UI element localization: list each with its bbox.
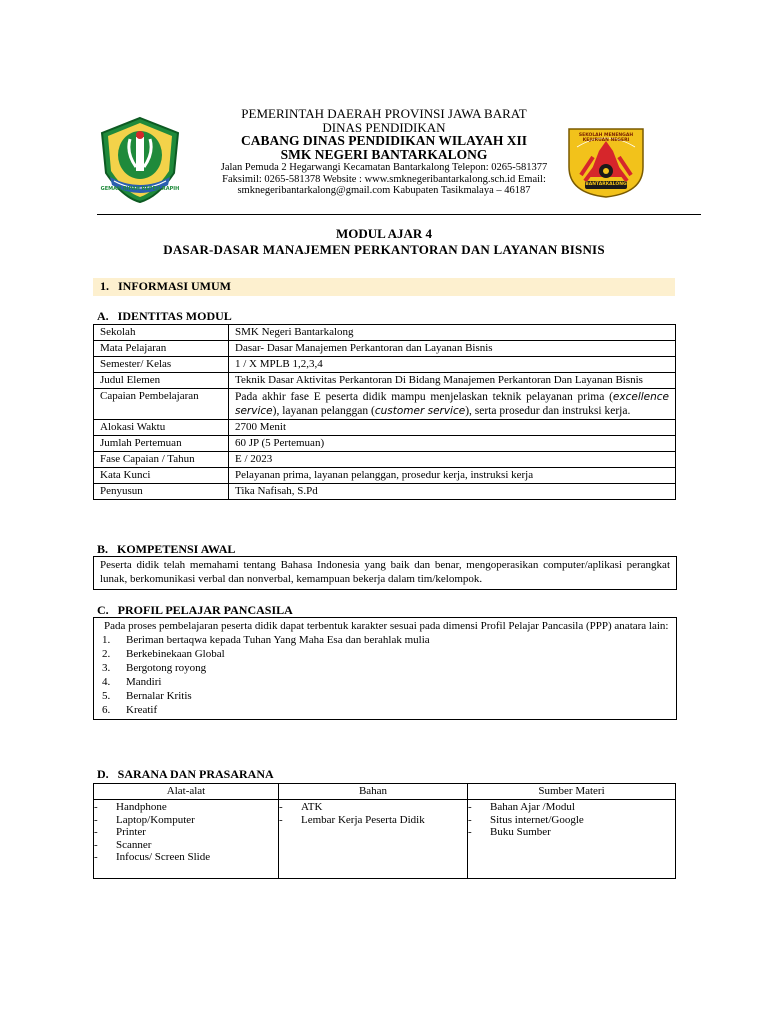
row-key: Alokasi Waktu — [94, 420, 229, 436]
bahan-cell — [279, 800, 468, 879]
dash: - — [468, 801, 472, 813]
table-row — [94, 484, 676, 500]
row-key: Kata Kunci — [94, 468, 229, 484]
row-key: Capaian Pembelajaran — [94, 389, 229, 420]
col-header-alat: Alat-alat — [94, 784, 279, 800]
list-text: Situs internet/Google — [490, 813, 584, 826]
dash: - — [468, 813, 472, 826]
section-heading: 1. INFORMASI UMUM — [100, 279, 231, 293]
alat-cell — [94, 800, 279, 879]
list-text: Lembar Kerja Peserta Didik — [301, 813, 425, 826]
dash: - — [94, 838, 98, 851]
list-item — [279, 801, 467, 814]
letterhead-government: PEMERINTAH DAERAH PROVINSI JAWA BARAT — [241, 106, 527, 121]
list-item — [468, 814, 675, 827]
letterhead-school-name: SMK NEGERI BANTARKALONG — [280, 147, 488, 162]
list-number: 3. — [102, 662, 111, 674]
dash: - — [279, 801, 283, 813]
kompetensi-text: Peserta didik telah memahami tentang Bahasa Indonesia yang baik dan benar, mengoperasikan computer/aplikasi perangkat lunak, berkomunikasi verbal dan nonverbal, kemampuan bekerja dalam tim/kelompok. — [100, 559, 670, 585]
table-row — [94, 452, 676, 468]
list-number: 4. — [102, 676, 111, 688]
list-text: Mandiri — [126, 676, 162, 688]
dash: - — [468, 826, 472, 839]
list-text: Kreatif — [126, 704, 158, 716]
col-header-sumber: Sumber Materi — [468, 784, 676, 800]
table-row — [94, 341, 676, 357]
dash: - — [94, 851, 98, 864]
list-text: Laptop/Komputer — [116, 813, 195, 826]
row-value: Dasar- Dasar Manajemen Perkantoran dan Layanan Bisnis — [229, 341, 676, 357]
dash: - — [94, 801, 98, 813]
letterhead-address: Jalan Pemuda 2 Hegarwangi Kecamatan Bantarkalong Telepon: 0265-581377 — [220, 162, 548, 173]
sarana-heading: D. SARANA DAN PRASARANA — [97, 767, 274, 781]
col-header-bahan: Bahan — [279, 784, 468, 800]
sarana-table — [93, 783, 676, 879]
profil-intro: Pada proses pembelajaran peserta didik dapat terbentuk karakter sesuai pada dimensi Profil Pelajar Pancasila (PPP) anatara lain: — [104, 620, 669, 632]
list-item — [94, 851, 278, 864]
list-text: ATK — [301, 801, 323, 813]
list-number: 6. — [102, 704, 111, 716]
list-number: 5. — [102, 690, 111, 702]
list-text: Printer — [116, 826, 146, 839]
identitas-heading: A. IDENTITAS MODUL — [97, 309, 232, 323]
row-value: Pelayanan prima, layanan pelanggan, prosedur kerja, instruksi kerja — [229, 468, 676, 484]
list-item — [94, 826, 278, 839]
row-value: E / 2023 — [229, 452, 676, 468]
table-row — [94, 468, 676, 484]
row-key: Judul Elemen — [94, 373, 229, 389]
row-key: Jumlah Pertemuan — [94, 436, 229, 452]
profil-list — [100, 633, 670, 717]
row-value: SMK Negeri Bantarkalong — [229, 325, 676, 341]
profil-box — [93, 617, 677, 720]
list-item — [94, 814, 278, 827]
row-value: Tika Nafisah, S.Pd — [229, 484, 676, 500]
row-key: Mata Pelajaran — [94, 341, 229, 357]
list-item — [468, 826, 675, 839]
module-subject-title: DASAR-DASAR MANAJEMEN PERKANTORAN DAN LAYANAN BISNIS — [163, 242, 605, 257]
table-row — [94, 436, 676, 452]
list-item — [100, 661, 670, 675]
table-row — [94, 325, 676, 341]
list-number: 1. — [102, 634, 111, 646]
list-text: Scanner — [116, 838, 152, 851]
list-item — [100, 689, 670, 703]
letterhead-department: DINAS PENDIDIKAN — [322, 120, 446, 135]
list-text: Bahan Ajar /Modul — [490, 801, 575, 813]
row-key: Semester/ Kelas — [94, 357, 229, 373]
list-item — [100, 675, 670, 689]
row-key: Fase Capaian / Tahun — [94, 452, 229, 468]
profil-heading: C. PROFIL PELAJAR PANCASILA — [97, 603, 293, 617]
list-text: Infocus/ Screen Slide — [116, 851, 211, 864]
list-item — [94, 839, 278, 852]
table-row — [94, 420, 676, 436]
table-row — [94, 357, 676, 373]
letterhead-email: smknegeribantarkalong@gmail.com Kabupaten Tasikmalaya – 46187 — [237, 185, 531, 196]
row-value: 1 / X MPLB 1,2,3,4 — [229, 357, 676, 373]
dash: - — [279, 813, 283, 826]
left-logo-motto: GEMAH RIPAH REPEH RAPIH — [100, 186, 180, 192]
letterhead-divider — [97, 214, 701, 215]
list-text: Bernalar Kritis — [126, 690, 192, 702]
row-value: Teknik Dasar Aktivitas Perkantoran Di Bidang Manajemen Perkantoran Dan Layanan Bisnis — [229, 373, 676, 389]
right-logo-text-top: SEKOLAH MENENGAH KEJURUAN NEGERI — [578, 133, 634, 143]
table-row — [94, 800, 676, 879]
list-item — [94, 801, 278, 814]
right-logo-text-bottom: BANTARKALONG — [585, 182, 627, 187]
cp-term-excellence: excellence service — [235, 391, 669, 417]
list-text: Beriman bertaqwa kepada Tuhan Yang Maha Esa dan berahlak mulia — [126, 634, 430, 646]
list-item — [100, 703, 670, 717]
table-row — [94, 389, 676, 420]
list-item — [468, 801, 675, 814]
dash: - — [94, 826, 98, 839]
list-text: Berkebinekaan Global — [126, 648, 225, 660]
table-row — [94, 373, 676, 389]
dash: - — [94, 813, 98, 826]
list-item — [100, 647, 670, 661]
list-text: Handphone — [116, 801, 167, 813]
capaian-pembelajaran-value — [229, 389, 676, 420]
list-item — [100, 633, 670, 647]
identitas-table — [93, 324, 676, 500]
cp-text: Pada akhir fase E peserta didik mampu menjelaskan teknik pelayanan prima ( — [235, 391, 613, 403]
section-informasi-umum — [93, 278, 675, 296]
list-item — [279, 814, 467, 827]
kompetensi-heading: B. KOMPETENSI AWAL — [97, 542, 236, 556]
table-header-row — [94, 784, 676, 800]
sumber-cell — [468, 800, 676, 879]
row-key: Sekolah — [94, 325, 229, 341]
module-title: MODUL AJAR 4 — [335, 226, 433, 241]
list-number: 2. — [102, 648, 111, 660]
letterhead-contact: Faksimil: 0265-581378 Website : www.smknegeribantarkalong.sch.id Email: — [222, 174, 546, 185]
cp-term-customer: customer service — [374, 405, 466, 417]
row-key: Penyusun — [94, 484, 229, 500]
letterhead-branch: CABANG DINAS PENDIDIKAN WILAYAH XII — [240, 133, 528, 148]
row-value: 60 JP (5 Pertemuan) — [229, 436, 676, 452]
row-value: 2700 Menit — [229, 420, 676, 436]
cp-text: ), layanan pelanggan ( — [272, 405, 375, 417]
list-text: Buku Sumber — [490, 826, 551, 839]
list-text: Bergotong royong — [126, 662, 207, 674]
cp-text: ), serta prosedur dan instruksi kerja. — [465, 405, 631, 417]
kompetensi-box — [93, 556, 677, 590]
